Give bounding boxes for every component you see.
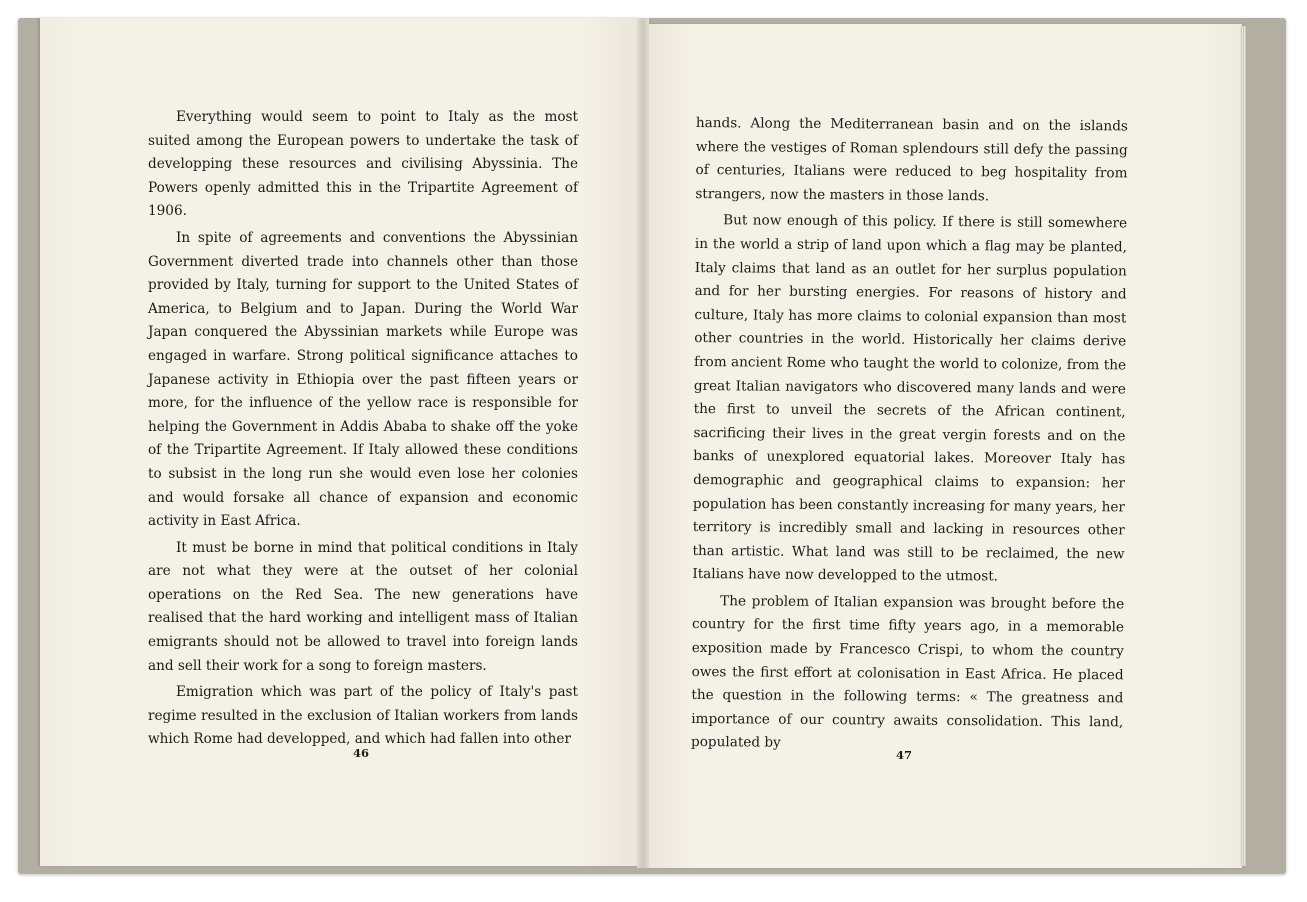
left-page-text: [148, 106, 578, 755]
right-page-text: [691, 112, 1128, 761]
page-edges: [1240, 26, 1246, 866]
page-number-right: 47: [896, 748, 913, 762]
paragraph: It must be borne in mind that political conditions in Italy are not what they were at the outset of her colonial operations on the Red Sea. The new generations have realised that the hard working and intelligent mass of Italian emigrants should not be allowed to travel into foreign lands and sell their work for a song to foreign masters.: [148, 539, 578, 674]
book-gutter: [637, 18, 649, 868]
paragraph: hands. Along the Mediterranean basin and on the islands where the vestiges of Roman splendours still defy the passing of centuries, Italians were reduced to beg hospitality from strangers, now the masters in those lands.: [695, 114, 1128, 205]
paragraph: But now enough of this policy. If there is still somewhere in the world a strip of land upon which a flag may be planted, Italy claims that land as an outlet for her surplus population and for her bursting energies. For reasons of history and culture, Italy has more claims to colonial expansion than most other countries in the world. Historically her claims derive from ancient Rome who taught the world to colonize, from the great Italian navigators who discovered many lands and were the first to unveil the secrets of the African continent, sacrificing their lives in the great vergin forests and on the banks of unexplored equatorial lakes. Moreover Italy has demographic and geographical claims to expansion: her population has been constantly increasing for many years, her territory is incredibly small and lacking in resources other than artistic. What land was still to be reclaimed, the new Italians have now developped to the utmost.: [692, 212, 1128, 585]
paragraph: The problem of Italian expansion was brought before the country for the first time fifty years ago, in a memorable exposition made by Francesco Crispi, to whom the country owes the first effort at colonisation in East Africa. He placed the question in the following terms: « The greatness and importance of our country awaits consolidation. This land, populated by: [690, 593, 1125, 752]
paragraph: Everything would seem to point to Italy as the most suited among the European powers to undertake the task of developping these resources and civilising Abyssinia. The Powers openly admitted this in the Tripartite Agreement of 1906.: [148, 109, 578, 220]
page-number-left: 46: [353, 746, 370, 760]
paragraph: Emigration which was part of the policy of Italy's past regime resulted in the exclusion of Italian workers from lands which Rome had developped, and which had fallen into other: [148, 684, 578, 748]
paragraph: In spite of agreements and conventions the Abyssinian Government diverted trade into channels other than those provided by Italy, turning for support to the United States of America, to Belgium and to Japan. During the World War Japan conquered the Abyssinian markets while Europe was engaged in warfare. Strong political significance attaches to Japanese activity in Ethiopia over the past fifteen years or more, for the influence of the yellow race is responsible for helping the Government in Addis Ababa to shake off the yoke of the Tripartite Agreement. If Italy allowed these conditions to subsist in the long run she would even lose her colonies and would forsake all chance of expansion and economic activity in East Africa.: [148, 229, 578, 530]
